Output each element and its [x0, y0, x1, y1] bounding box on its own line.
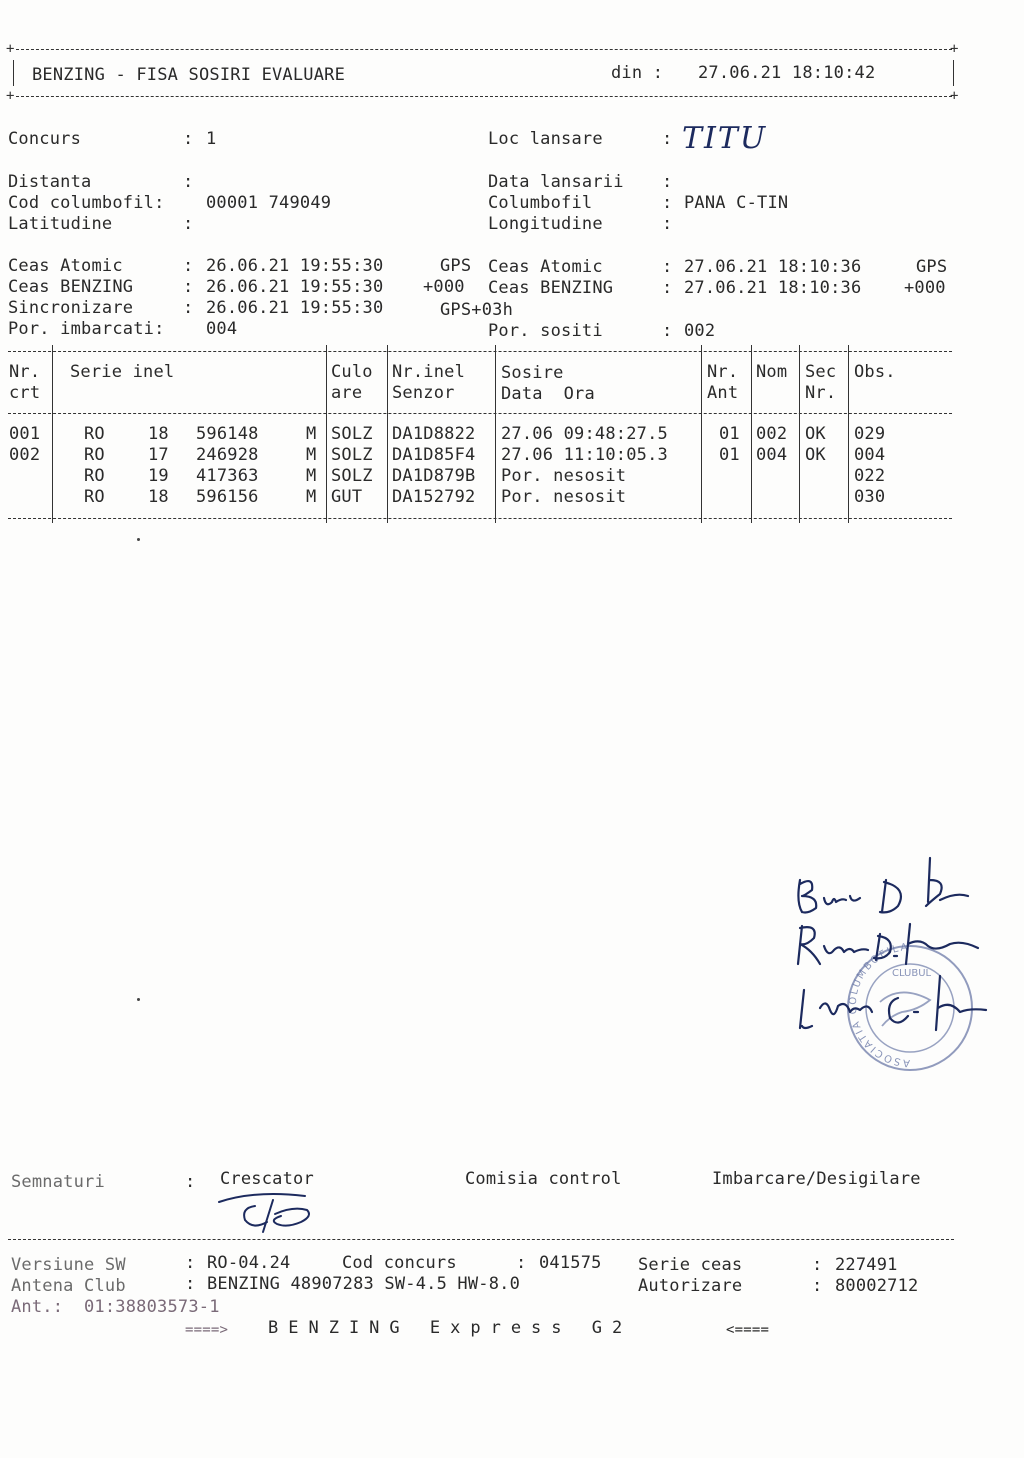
semnaturi-label: Semnaturi: [11, 1172, 105, 1192]
imbarcare-desigilare-label: Imbarcare/Desigilare: [712, 1169, 921, 1189]
antena-club-label: Antena Club: [11, 1276, 126, 1296]
cell-ant: 01: [719, 445, 740, 465]
stray-dot: [137, 538, 140, 541]
cell-an: 17: [148, 445, 169, 465]
gps-suffix: GPS: [916, 257, 948, 277]
commission-signatures: [790, 840, 1010, 1040]
sositi-value: 002: [684, 321, 716, 341]
columbofil-label: Columbofil: [488, 193, 593, 213]
imbarcati-value: 004: [206, 319, 238, 339]
cell-sex: M: [306, 466, 317, 486]
arrow-right: <====: [726, 1322, 770, 1338]
ceas-benzing-right-label: Ceas BENZING: [488, 278, 614, 298]
stray-dot: [137, 998, 140, 1001]
cell-senzor: DA1D85F4: [392, 445, 476, 465]
header-sec: Sec: [805, 362, 837, 382]
cell-nom: 002: [756, 424, 788, 444]
cell-numar: 417363: [196, 466, 259, 486]
cell-sex: M: [306, 445, 317, 465]
header-sec-nr: Nr.: [805, 383, 837, 403]
header-obs: Obs.: [854, 362, 896, 382]
ceas-atomic-start: 26.06.21 19:55:30: [206, 256, 384, 276]
loc-lansare-label: Loc lansare: [488, 129, 603, 149]
cell-sosire: 27.06 09:48:27.5: [501, 424, 668, 444]
sositi-label: Por. sositi: [488, 321, 603, 341]
colon: :: [183, 256, 194, 276]
distanta-label: Distanta: [8, 172, 92, 192]
header-nr: Nr.: [9, 362, 41, 382]
cell-nr: 002: [9, 445, 41, 465]
header-ant: Ant: [707, 383, 739, 403]
colon: :: [812, 1255, 823, 1275]
stamp-ring-text: ASOCIATIA COLUMBOFILA: [847, 941, 911, 1069]
sync-suffix: GPS+03h: [440, 300, 514, 320]
antena-club-value: BENZING 48907283 SW-4.5 HW-8.0: [207, 1274, 521, 1294]
cell-sex: M: [306, 424, 317, 444]
colon: :: [662, 129, 673, 149]
serie-ceas-value: 227491: [835, 1255, 898, 1275]
versiune-value: RO-04.24: [207, 1253, 291, 1273]
cod-concurs-value: 041575: [539, 1253, 602, 1273]
header-culoare-2: are: [331, 383, 363, 403]
crescator-signature: [215, 1188, 325, 1238]
cell-an: 18: [148, 424, 169, 444]
stamp-top-text: CLUBUL: [892, 968, 932, 979]
imbarcati-label: Por. imbarcati:: [8, 319, 165, 339]
colon: :: [662, 172, 673, 192]
cod-columbofil-value: 00001 749049: [206, 193, 332, 213]
header-nr-inel: Nr.inel: [392, 362, 466, 382]
offset-suffix: +000: [423, 277, 465, 297]
cell-tara: RO: [84, 466, 105, 486]
cell-obs: 030: [854, 487, 886, 507]
cell-senzor: DA1D8822: [392, 424, 476, 444]
cell-tara: RO: [84, 487, 105, 507]
ant-value: 01:38803573-1: [84, 1297, 220, 1317]
colon: :: [183, 129, 194, 149]
cod-concurs-label: Cod concurs: [342, 1253, 457, 1273]
colon: :: [662, 278, 673, 298]
colon: :: [183, 214, 194, 234]
gps-suffix: GPS: [440, 256, 472, 276]
colon: :: [185, 1274, 196, 1294]
colon: :: [183, 172, 194, 192]
cell-senzor: DA1D879B: [392, 466, 476, 486]
colon: :: [185, 1253, 196, 1273]
header-serie-inel: Serie inel: [70, 362, 175, 382]
loc-lansare-handwritten: TITU: [682, 121, 768, 156]
ceas-atomic-end: 27.06.21 18:10:36: [684, 257, 862, 277]
latitudine-label: Latitudine: [8, 214, 113, 234]
colon: :: [183, 277, 194, 297]
cell-sosire: 27.06 11:10:05.3: [501, 445, 668, 465]
date-label: din :: [611, 63, 664, 83]
header-senzor: Senzor: [392, 383, 455, 403]
cell-numar: 246928: [196, 445, 259, 465]
cell-culoare: GUT: [331, 487, 363, 507]
colon: :: [185, 1172, 196, 1192]
colon: :: [812, 1276, 823, 1296]
cell-sex: M: [306, 487, 317, 507]
cell-nom: 004: [756, 445, 788, 465]
columbofil-value: PANA C-TIN: [684, 193, 789, 213]
data-lansarii-label: Data lansarii: [488, 172, 624, 192]
autorizare-value: 80002712: [835, 1276, 919, 1296]
cell-sec: OK: [805, 445, 826, 465]
cell-obs: 004: [854, 445, 886, 465]
arrow-left: ====>: [185, 1322, 229, 1338]
ceas-benzing-start: 26.06.21 19:55:30: [206, 277, 384, 297]
longitudine-label: Longitudine: [488, 214, 603, 234]
cell-nr: 001: [9, 424, 41, 444]
cell-obs: 022: [854, 466, 886, 486]
versiune-label: Versiune SW: [11, 1255, 126, 1275]
comisia-control-label: Comisia control: [465, 1169, 622, 1189]
cell-obs: 029: [854, 424, 886, 444]
concurs-label: Concurs: [8, 129, 82, 149]
cell-culoare: SOLZ: [331, 466, 373, 486]
ceas-atomic-right-label: Ceas Atomic: [488, 257, 603, 277]
cell-sec: OK: [805, 424, 826, 444]
cell-culoare: SOLZ: [331, 445, 373, 465]
header-crt: crt: [9, 383, 41, 403]
colon: :: [662, 257, 673, 277]
autorizare-label: Autorizare: [638, 1276, 743, 1296]
cell-tara: RO: [84, 424, 105, 444]
report-title: BENZING - FISA SOSIRI EVALUARE: [32, 65, 346, 85]
cell-sosire: Por. nesosit: [501, 487, 627, 507]
header-data-ora: Data Ora: [501, 384, 595, 404]
cell-ant: 01: [719, 424, 740, 444]
header-sosire: Sosire: [501, 363, 564, 383]
colon: :: [662, 321, 673, 341]
offset-suffix: +000: [904, 278, 946, 298]
ant-label: Ant.:: [11, 1297, 64, 1317]
colon: :: [183, 298, 194, 318]
brand-footer: BENZING Express G2: [268, 1318, 633, 1338]
sincronizare-value: 26.06.21 19:55:30: [206, 298, 384, 318]
colon: :: [662, 193, 673, 213]
cell-tara: RO: [84, 445, 105, 465]
cell-senzor: DA152792: [392, 487, 476, 507]
cell-an: 18: [148, 487, 169, 507]
sincronizare-label: Sincronizare: [8, 298, 134, 318]
colon: :: [662, 214, 673, 234]
report-date: 27.06.21 18:10:42: [698, 63, 876, 83]
cell-sosire: Por. nesosit: [501, 466, 627, 486]
cell-numar: 596156: [196, 487, 259, 507]
header-nom: Nom: [756, 362, 788, 382]
cell-numar: 596148: [196, 424, 259, 444]
serie-ceas-label: Serie ceas: [638, 1255, 743, 1275]
ceas-atomic-label: Ceas Atomic: [8, 256, 123, 276]
colon: :: [516, 1253, 527, 1273]
cell-an: 19: [148, 466, 169, 486]
ceas-benzing-label: Ceas BENZING: [8, 277, 134, 297]
header-culoare: Culo: [331, 362, 373, 382]
cod-columbofil-label: Cod columbofil:: [8, 193, 165, 213]
concurs-value: 1: [206, 129, 217, 149]
ceas-benzing-end: 27.06.21 18:10:36: [684, 278, 862, 298]
header-nr-ant: Nr.: [707, 362, 739, 382]
cell-culoare: SOLZ: [331, 424, 373, 444]
crescator-label: Crescator: [220, 1169, 314, 1189]
